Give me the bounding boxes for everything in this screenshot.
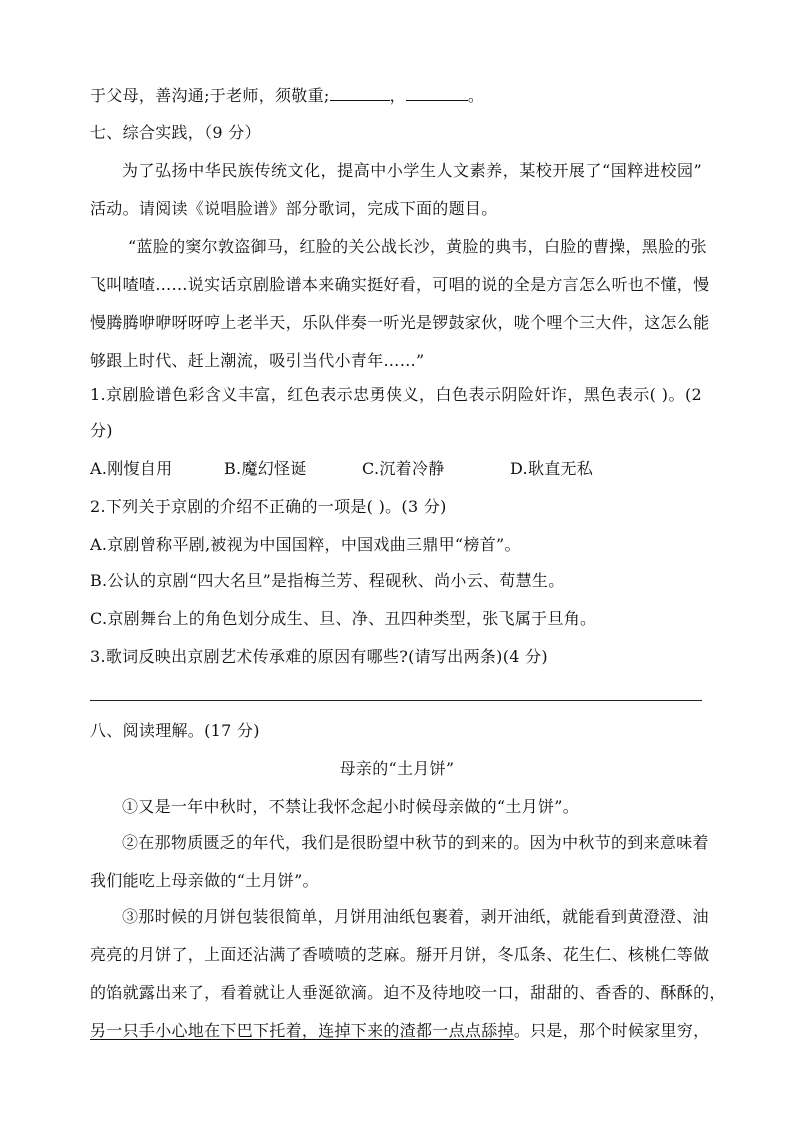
answer-line[interactable] xyxy=(90,700,702,701)
question-2-stem: 2.下列关于京剧的介绍不正确的一项是( )。(3 分) xyxy=(90,497,447,516)
question-1-stem-cont: 分) xyxy=(90,421,113,440)
section-7-intro-line-2: 活动。请阅读《说唱脸谱》部分歌词，完成下面的题目。 xyxy=(90,199,498,218)
period: 。 xyxy=(467,86,485,105)
section-8-heading: 八、阅读理解。(17 分) xyxy=(90,721,260,740)
paragraph-3-line-2: 亮亮的月饼了，上面还沾满了香喷喷的芝麻。掰开月饼，冬瓜条、花生仁、核桃仁等做 xyxy=(90,945,710,964)
paragraph-3-tail: 。只是，那个时候家里穷， xyxy=(513,1021,710,1040)
paragraph-3-line-3: 的馅就露出来了，看着就让人垂涎欲滴。迫不及待地咬一口，甜甜的、香香的、酥酥的， xyxy=(90,983,726,1002)
q1-option-c[interactable]: C.沉着冷静 xyxy=(362,459,445,478)
top-line xyxy=(90,84,720,107)
lyrics-line-1: “蓝脸的窦尔敦盗御马，红脸的关公战长沙，黄脸的典韦，白脸的曹操，黑脸的张 xyxy=(128,237,707,256)
article-title: 母亲的“土月饼” xyxy=(339,759,455,778)
separator: ， xyxy=(389,86,406,105)
paragraph-3-line-1: ③那时候的月饼包装很简单，月饼用油纸包裹着，剥开油纸，就能看到黄澄澄、油 xyxy=(122,907,709,926)
lyrics-line-3: 慢腾腾咿咿呀呀哼上老半天，乐队伴奏一听光是锣鼓家伙，咙个哩个三大件，这怎么能 xyxy=(90,313,710,332)
top-line-text: 于父母，善沟通;于老师，须敬重; xyxy=(90,86,330,105)
q1-option-d[interactable]: D.耿直无私 xyxy=(510,459,594,478)
underlined-sentence: 另一只手小心地在下巴下托着，连掉下来的渣都一点点舔掉 xyxy=(90,1021,514,1040)
answer-blank-1[interactable] xyxy=(330,84,390,101)
question-1-stem: 1.京剧脸谱色彩含义丰富，红色表示忠勇侠义，白色表示阴险奸诈，黑色表示( )。(2 xyxy=(90,385,702,404)
section-7-heading: 七、综合实践，（9 分） xyxy=(90,123,261,142)
answer-blank-2[interactable] xyxy=(406,84,468,101)
lyrics-line-4: 够跟上时代、赶上潮流，吸引当代小青年……” xyxy=(90,351,425,370)
q2-option-c[interactable]: C.京剧舞台上的角色划分成生、旦、净、丑四种类型，张飞属于旦角。 xyxy=(90,609,597,628)
lyrics-line-2: 飞叫喳喳……说实话京剧脸谱本来确实挺好看，可唱的说的全是方言怎么听也不懂，慢 xyxy=(90,275,710,294)
q2-option-b[interactable]: B.公认的京剧“四大名旦”是指梅兰芳、程砚秋、尚小云、荀慧生。 xyxy=(90,571,565,590)
q1-option-b[interactable]: B.魔幻怪诞 xyxy=(224,459,307,478)
section-7-intro-line-1: 为了弘扬中华民族传统文化，提高中小学生人文素养，某校开展了“国粹进校园” xyxy=(122,161,702,180)
q2-option-a[interactable]: A.京剧曾称平剧,被视为中国国粹，中国戏曲三鼎甲“榜首”。 xyxy=(90,535,521,554)
question-3-stem: 3.歌词反映出京剧艺术传承难的原因有哪些?(请写出两条)(4 分) xyxy=(90,647,548,666)
paragraph-2-line-1: ②在那物质匮乏的年代，我们是很盼望中秋节的到来的。因为中秋节的到来意味着 xyxy=(122,833,709,852)
question-1-options xyxy=(90,458,720,480)
paragraph-2-line-2: 我们能吃上母亲做的“土月饼”。 xyxy=(90,871,319,890)
paragraph-3-line-4 xyxy=(90,1020,720,1042)
q1-option-a[interactable]: A.刚愎自用 xyxy=(90,459,173,478)
paragraph-1: ①又是一年中秋时，不禁让我怀念起小时候母亲做的“土月饼”。 xyxy=(122,797,580,816)
